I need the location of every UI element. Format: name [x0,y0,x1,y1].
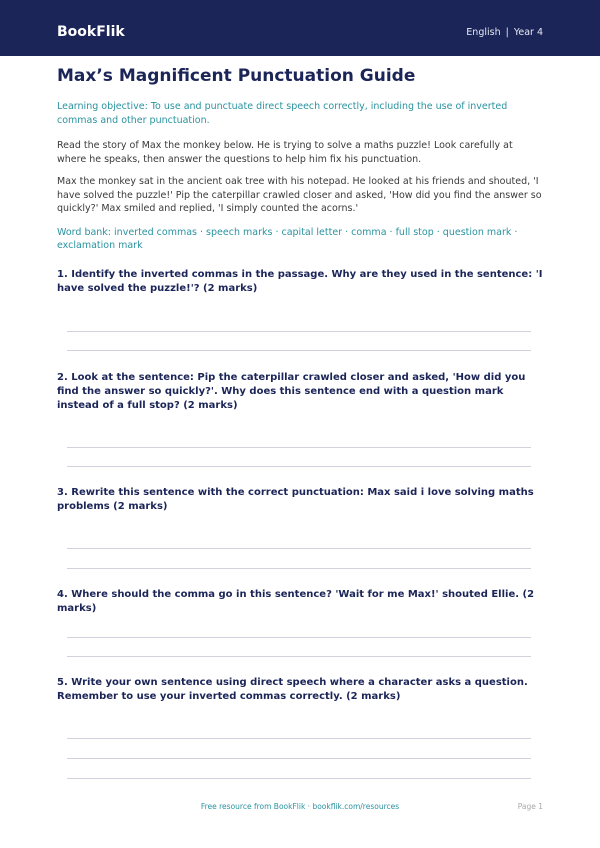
answer-line-q5-1[interactable] [67,738,531,739]
question-4-text: 4. Where should the comma go in this sentence? 'Wait for me Max!' shouted Ellie. (2 marks) [57,589,535,614]
answer-line-q4-2[interactable] [67,656,531,657]
intro-paragraph: Read the story of Max the monkey below. He is trying to solve a maths puzzle! Look carefully at where he speaks, then answer the questions to help him fix his punctuation. [57,140,513,165]
question-2-text: 2. Look at the sentence: Pip the caterpillar crawled closer and asked, 'How did you find the answer so quickly?'. Why does this sentence end with a question mark instead of a full stop? (2 marks) [57,372,526,411]
learning-objective: Learning objective: To use and punctuate direct speech correctly, including the use of inverted commas and other punctuation. [57,101,508,126]
question-5-text: 5. Write your own sentence using direct speech where a character asks a question. Remember to use your inverted commas correctly. (2 marks) [57,677,528,702]
worksheet-intro [57,66,543,253]
answer-line-q5-3[interactable] [67,778,531,779]
answer-line-q3-2[interactable] [67,568,531,569]
answer-line-q1-1[interactable] [67,331,531,332]
question-1 [57,268,547,296]
answer-line-q1-2[interactable] [67,350,531,351]
answer-line-q3-1[interactable] [67,548,531,549]
answer-line-q4-1[interactable] [67,637,531,638]
word-bank: Word bank: inverted commas · speech marks · capital letter · comma · full stop · question mark · exclamation mark [57,226,518,251]
subject-label: English [466,27,501,38]
subject-year-label [466,27,543,39]
header-separator: | [505,27,509,38]
header-bar [0,0,600,56]
footer-credit[interactable]: Free resource from BookFlik · bookflik.com/resources [200,802,400,811]
question-2 [57,371,547,413]
brand-logo[interactable]: BookFlik [57,24,125,40]
answer-line-q2-2[interactable] [67,466,531,467]
year-label: Year 4 [513,27,543,38]
question-3 [57,486,547,514]
question-5 [57,676,547,704]
question-4 [57,588,547,616]
answer-line-q5-2[interactable] [67,758,531,759]
question-3-text: 3. Rewrite this sentence with the correct punctuation: Max said i love solving maths problems (2 marks) [57,487,534,512]
page-number: Page 1 [517,802,543,811]
question-1-text: 1. Identify the inverted commas in the passage. Why are they used in the sentence: 'I have solved the puzzle!'? (2 marks) [57,269,543,294]
answer-line-q2-1[interactable] [67,447,531,448]
story-paragraph: Max the monkey sat in the ancient oak tree with his notepad. He looked at his friends and shouted, 'I have solved the puzzle!' Pip the caterpillar crawled closer and asked, 'How did you find the answer so quickly?' Max smiled and replied, 'I simply counted the acorns.' [57,176,542,214]
page-title: Max’s Magnificent Punctuation Guide [57,66,416,86]
